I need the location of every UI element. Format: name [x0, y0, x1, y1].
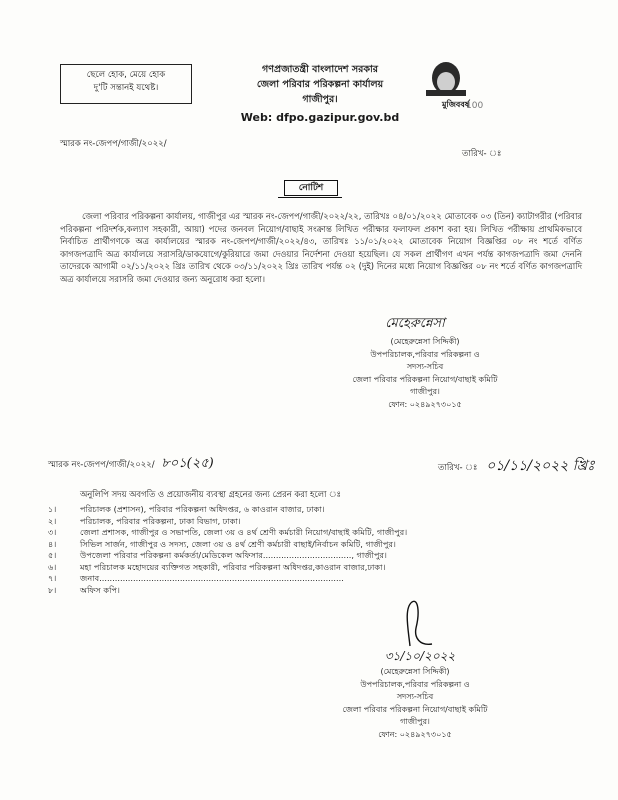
signatory-role: সদস্য-সচিব: [396, 692, 434, 701]
list-item: ৪। সিভিল সার্জন, গাজীপুর ও সদস্য, জেলা ৩য় ও ৪র্থ শ্রেণী কর্মচারী বাছাই/নির্বাচন কমিটি, গাজীপুর।: [48, 538, 396, 549]
slogan-line-2: দু'টি সন্তানই যথেষ্ট।: [93, 83, 159, 93]
signature-2-stroke-icon: [390, 598, 450, 650]
signatory-phone: ফোন: ০২৪৯২৭৩০১৫: [378, 729, 452, 739]
signatory-phone: ফোন: ০২৪৯২৭৩০১৫: [388, 399, 462, 409]
office-name: জেলা পরিবার পরিকল্পনা কার্যালয়: [256, 79, 384, 90]
list-item: ৭। জনাব..............................................................................................: [48, 573, 344, 583]
list-item: ২। পরিচালক, পরিবার পরিকল্পনা, ঢাকা বিভাগ, ঢাকা।: [48, 515, 241, 526]
signatory-committee: জেলা পরিবার পরিকল্পনা নিয়োগ/বাছাই কমিটি: [342, 704, 488, 714]
signatory-title: উপপরিচালক,পরিবার পরিকল্পনা ও: [360, 679, 470, 689]
memo2-ref-printed: স্মারক নং-জেপপ/গাজী/২০২২/: [48, 460, 155, 470]
copy-intro: অনুলিপি সদয় অবগতি ও প্রয়োজনীয় ব্যবস্থা গ্রহনের জন্য প্রেরন করা হলো ঃ: [80, 489, 342, 499]
notice-body: জেলা পরিবার পরিকল্পনা কার্যালয়, গাজীপুর এর স্মারক নং-জেপপ/গাজী/২০২২/২২, তারিখঃ ০৪/০১/২০২২ মোতাবেক ০৩ (তিন) ক্যাটাগরীর (পরিবার পরিকল্পনা পরিদর্শক,কল্যাণ সহকারী, আয়া) পদের জনবল নিয়োগ/বাছাই সংক্রান্ত লিখিত পরীক্ষার ফলাফল প্রকাশ করা হয়। লিখিত পরীক্ষায় প্রাথমিকভাবে নির্বাচিত প্রার্থীগণকে অত্র কার্যালয়ের স্মারক নং-জেপপ/গাজী/২০২২/৪৩, তারিখঃ ১১/০১/২০২২ মোতাবেক নিয়োগ বিজ্ঞপ্তির ০৮ নং শর্তে বর্ণিত কাগজপত্রাদি অত্র কার্যালয়ে সরাসরি/ডাকযোগে/কুরিয়ারে জমা দেওয়ার নির্দেশনা দেওয়া হয়েছিল। যে সকল প্রার্থীগণ এখন পর্যন্ত কাগজপত্রাদি জমা দেননি তাদেরকে আগামী ০২/১১/২০২২ খ্রিঃ তারিখ থেকে ০৩/১১/২০২২ খ্রিঃ তারিখ পর্যন্ত ০২ (দুই) দিনের মধ্যে নিয়োগ বিজ্ঞপ্তির ০৮ নং শর্তে বর্ণিত কাগজপত্রাদি অত্র কার্যালয়ে সরাসরি জমা দেওয়ার জন্য অনুরোধ করা হলো।: [60, 211, 582, 284]
list-item: ৬। মহা পরিচালক মহোদয়ের ব্যক্তিগত সহকারী, পরিবার পরিকল্পনা অধিদপ্তর,কাওরান বাজার,ঢাকা।: [48, 561, 386, 572]
logo-text: মুজিববর্ষ: [442, 100, 470, 109]
signatory-place: গাজীপুর।: [400, 717, 430, 726]
copy-list: [48, 504, 568, 596]
govt-name: গণপ্রজাতন্ত্রী বাংলাদেশ সরকার: [262, 64, 378, 75]
signatory-place: গাজীপুর।: [410, 387, 440, 396]
memo2-ref-handwritten: ৮০১(২৫): [161, 456, 214, 471]
memo2-date: [438, 454, 595, 478]
memo-reference: স্মারক নং-জেপপ/গাজী/২০২২/: [60, 139, 167, 149]
memo2-date-label: তারিখ- ঃ: [438, 463, 478, 473]
office-location: গাজীপুর।: [302, 94, 338, 105]
mujib-year-logo: [418, 58, 484, 114]
memo2-reference: [48, 454, 214, 475]
notice-title: নোটিশ: [284, 180, 338, 196]
signatory-name: (মেহেরুন্নেসা সিদ্দিকী): [390, 337, 460, 346]
list-item: ৮। অফিস কপি।: [48, 584, 120, 595]
list-item: ৫। উপজেলা পরিবার পরিকল্পনা কর্মকর্তা/মেডিকেল অফিসার.................................., গাজীপুর।: [48, 550, 387, 560]
title-underline: [278, 197, 342, 198]
signature-block-1: [300, 318, 550, 411]
signatory-committee: জেলা পরিবার পরিকল্পনা নিয়োগ/বাছাই কমিটি: [352, 374, 498, 384]
website: Web: dfpo.gazipur.gov.bd: [240, 111, 400, 124]
signature-2-date: ৩১/১০/২০২২: [384, 649, 456, 663]
signature-1-handwriting: মেহেরুন্নেসা: [385, 316, 445, 331]
logo-number: 100: [466, 101, 484, 111]
signatory-name: (মেহেরুন্নেসা সিদ্দিকী): [380, 667, 450, 676]
signature-block-2: [290, 650, 540, 741]
memo-date-label: তারিখ- ঃ: [462, 149, 502, 159]
letterhead: [200, 62, 440, 125]
list-item: ১। পরিচালক (প্রশাসন), পরিবার পরিকল্পনা অধিদপ্তর, ৬ কাওরান বাজার, ঢাকা।: [48, 504, 325, 514]
signatory-title: উপপরিচালক,পরিবার পরিকল্পনা ও: [370, 349, 480, 359]
slogan-box: [60, 64, 192, 104]
memo2-date-handwritten: ০১/১১/২০২২ খ্রিঃ: [486, 458, 595, 474]
slogan-line-1: ছেলে হোক, মেয়ে হোক: [86, 70, 166, 80]
signatory-role: সদস্য-সচিব: [406, 362, 444, 371]
list-item: ৩। জেলা প্রশাসক, গাজীপুর ও সভাপতি, জেলা ৩য় ও ৪র্থ শ্রেণী কর্মচারী নিয়োগ/বাছাই কমিটি, গাজীপুর।: [48, 527, 408, 537]
